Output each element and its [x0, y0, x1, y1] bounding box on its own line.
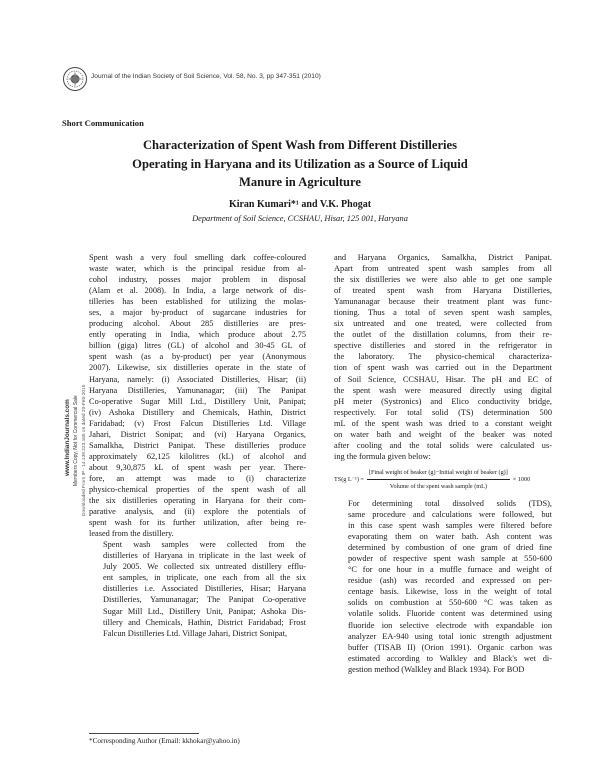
text-line: distilleries of Haryana in triplicate in the last week of: [103, 551, 306, 561]
text-line: after cooling and the total solids were calculated us-: [334, 440, 552, 450]
text-line: analyzer EA-940 using total ionic strength adjustment: [348, 631, 552, 641]
text-line: respectively. For total solid (TS) determination 500: [334, 407, 552, 417]
text-line: the six distilleries we were also able to get one sample: [334, 275, 552, 285]
formula-lhs: TS(g L⁻¹) =: [334, 475, 364, 483]
text-line: Samalkha, District Panipat. These distilleries produce: [89, 440, 306, 450]
text-line: mL of the spent wash was dried to a constant weight: [334, 418, 552, 428]
text-line: the six distilleries operating in Haryana for their com-: [89, 496, 306, 506]
text-line: Distilleries, Yamunanagar; The Panipat Co-operative: [103, 595, 306, 605]
paragraph: [334, 498, 552, 675]
journal-citation: Journal of the Indian Society of Soil Science, Vol. 58, No. 3, pp 347-351 (2010): [91, 73, 321, 80]
text-line: July 2005. We collected six untreated distillery efflu-: [103, 562, 306, 572]
text-line: and Haryana Organics, Samalkha, District Panipat.: [334, 253, 552, 262]
left-column: [89, 252, 306, 639]
sidebar-copy: Members Copy, Not for Commercial Sale: [73, 395, 79, 486]
text-line: of treated spent wash from Haryana Distilleries,: [334, 286, 552, 296]
text-line: parative analysis, and (ii) explore the potentials of: [89, 507, 306, 517]
text-line: determined by combustion of one gram of dried fine: [348, 543, 552, 553]
authors: Kiran Kumari*¹ and V.K. Phogat: [228, 199, 372, 210]
text-line: solids on combustion at 550-600 °C was taken as: [348, 598, 552, 608]
paragraph: [334, 252, 552, 462]
text-line: producing alcohol. About 285 distilleries are pres-: [89, 319, 306, 329]
text-line: ent samples, in triplicate, one each from all the six: [103, 573, 306, 583]
text-line: Jahari, District Sonipat; and (vi) Haryana Organics,: [89, 429, 306, 439]
text-line: pH meter (Systronics) and Elico conductivity bridge,: [334, 396, 552, 406]
text-line: tilleries has been established for utilizing the molas-: [89, 297, 306, 307]
corresponding-author-footnote: *Corresponding Author (Email: kkhokar@yahoo.in): [89, 737, 240, 745]
text-line: fore, an attempt was made to (i) characterize: [89, 473, 306, 483]
text-line: the laboratory. The physico-chemical characteriza-: [334, 352, 552, 362]
text-line: same procedure and calculations were followed, but: [348, 510, 552, 520]
text-line: °C for one hour in a muffle furnace and weight of: [348, 565, 552, 575]
text-line: six untreated and one treated, were collected from: [334, 319, 552, 329]
text-line: 2007). Likewise, six distilleries operate in the state of: [89, 363, 306, 373]
text-line: about 9,30,875 kL of spent wash per year. There-: [89, 462, 306, 472]
sidebar-site: www.IndianJournals.com: [64, 399, 71, 476]
formula-fraction: [367, 467, 510, 492]
text-line: waste water, which is the principal residue from al-: [89, 264, 306, 274]
text-line: approximately 62,125 kilolitres (kL) of alcohol and: [89, 451, 306, 461]
text-line: in this case spent wash samples were filtered before: [348, 521, 552, 531]
text-line: ses, a major by-product of sugarcane industries for: [89, 308, 306, 318]
formula-denominator: Volume of the spent wash sample (mL): [389, 482, 487, 490]
text-line: ently operating in India, which produce about 2.75: [89, 330, 306, 340]
affiliation: Department of Soil Science, CCSHAU, Hisar, 125 001, Haryana: [192, 214, 408, 223]
text-line: buffer (TISAB II) (Orion 1991). Organic carbon was: [348, 642, 552, 652]
sidebar-download: Downloaded From IP - 14.139.223.165 on dated 20-Feb-2015: [82, 384, 87, 516]
text-line: distilleries i.e. Associated Distilleries, Hisar; Haryana: [103, 584, 306, 594]
text-line: Spent wash a very foul smelling dark coffee-coloured: [89, 253, 306, 262]
text-line: Yamunanagar because their treatment plant was func-: [334, 297, 552, 307]
text-line: of Soil Science, CCSHAU, Hisar. The pH and EC of: [334, 374, 552, 384]
text-line: Falcun Distilleries Ltd. Village Jahari, District Sonipat,: [103, 628, 288, 638]
download-watermark: [60, 276, 90, 526]
text-line: Haryana Distilleries, Yamunanagar; (iii) The Panipat: [89, 385, 306, 395]
text-line: Co-operative Sugar Mill Ltd., Distillery Unit, Panipat;: [89, 396, 306, 406]
formula-numerator: [Final weight of beaker (g)−Initial weight of beaker (g)]: [367, 467, 510, 480]
section-label: Short Communication: [62, 118, 144, 128]
paper-title: [62, 136, 538, 192]
title-line: Operating in Haryana and its Utilization as a Source of Liquid: [132, 156, 468, 171]
text-line: Haryana, namely: (i) Associated Distilleries, Hisar; (ii): [89, 374, 306, 384]
society-logo-icon: [62, 66, 88, 92]
text-line: Apart from untreated spent wash samples from all: [334, 264, 552, 274]
ts-formula: [334, 467, 552, 492]
text-line: volatile solids. Fluoride content was determined using: [348, 609, 552, 619]
text-line: on water bath and weight of the beaker was noted: [334, 429, 552, 439]
text-line: fluoride ion selective electrode with expandable ion: [348, 620, 552, 630]
right-column: [334, 252, 552, 675]
text-line: the spent wash were measured directly using digital: [334, 385, 552, 395]
text-line: spective distilleries and stored in the refrigerator in: [334, 341, 552, 351]
text-line: evaporating them on water bath. Ash content was: [348, 532, 552, 542]
text-line: tillery and Chemicals, Hathin, District Faridabad; Frost: [103, 617, 306, 627]
text-line: the outlet of the distillation columns, from their re-: [334, 330, 552, 340]
text-line: centage basis. Likewise, loss in the weight of total: [348, 587, 552, 597]
text-line: spent wash for its further utilization, after being re-: [89, 518, 306, 528]
text-line: estimated according to Walkley and Black's wet di-: [348, 653, 552, 663]
text-line: physico-chemical properties of the spent wash of all: [89, 484, 306, 494]
text-line: Sugar Mill Ltd., Distillery Unit, Panipat; Ashoka Dis-: [103, 606, 306, 616]
title-line: Characterization of Spent Wash from Different Distilleries: [142, 138, 458, 152]
text-line: powder of respective spent wash sample at 550-600: [348, 554, 552, 564]
footnote-divider: [89, 733, 199, 734]
formula-rhs: × 1000: [512, 475, 531, 483]
text-line: Faridabad; (v) Frost Falcun Distilleries Ltd. Village: [89, 418, 306, 428]
text-line: residue (ash) was recorded and expressed on per-: [348, 576, 552, 586]
text-line: spent wash (as a by-product) per year (Anonymous: [89, 352, 306, 362]
text-line: gestion method (Walkley and Black 1934). For BOD: [348, 664, 525, 674]
text-line: billion (giga) litres (GL) of alcohol and 30-45 GL of: [89, 341, 306, 351]
text-line: cohol industry, posses major problem in disposal: [89, 275, 306, 285]
text-line: leased from the distillery.: [89, 529, 174, 539]
text-line: tioning. Thus a total of seven spent wash samples,: [334, 308, 552, 318]
text-line: Spent wash samples were collected from the: [103, 540, 306, 550]
paragraph: [89, 539, 306, 638]
text-line: (iv) Ashoka Distillery and Chemicals, Hathin, District: [89, 407, 306, 417]
paragraph: [89, 252, 306, 539]
title-line: Manure in Agriculture: [239, 175, 361, 189]
text-line: For determining total dissolved solids (TDS),: [348, 498, 552, 508]
text-line: tion of spent wash was carried out in the Department: [334, 363, 552, 373]
text-line: ing the formula given below:: [334, 451, 431, 461]
text-line: (Alam et al. 2008). In India, a large network of dis-: [89, 286, 306, 296]
